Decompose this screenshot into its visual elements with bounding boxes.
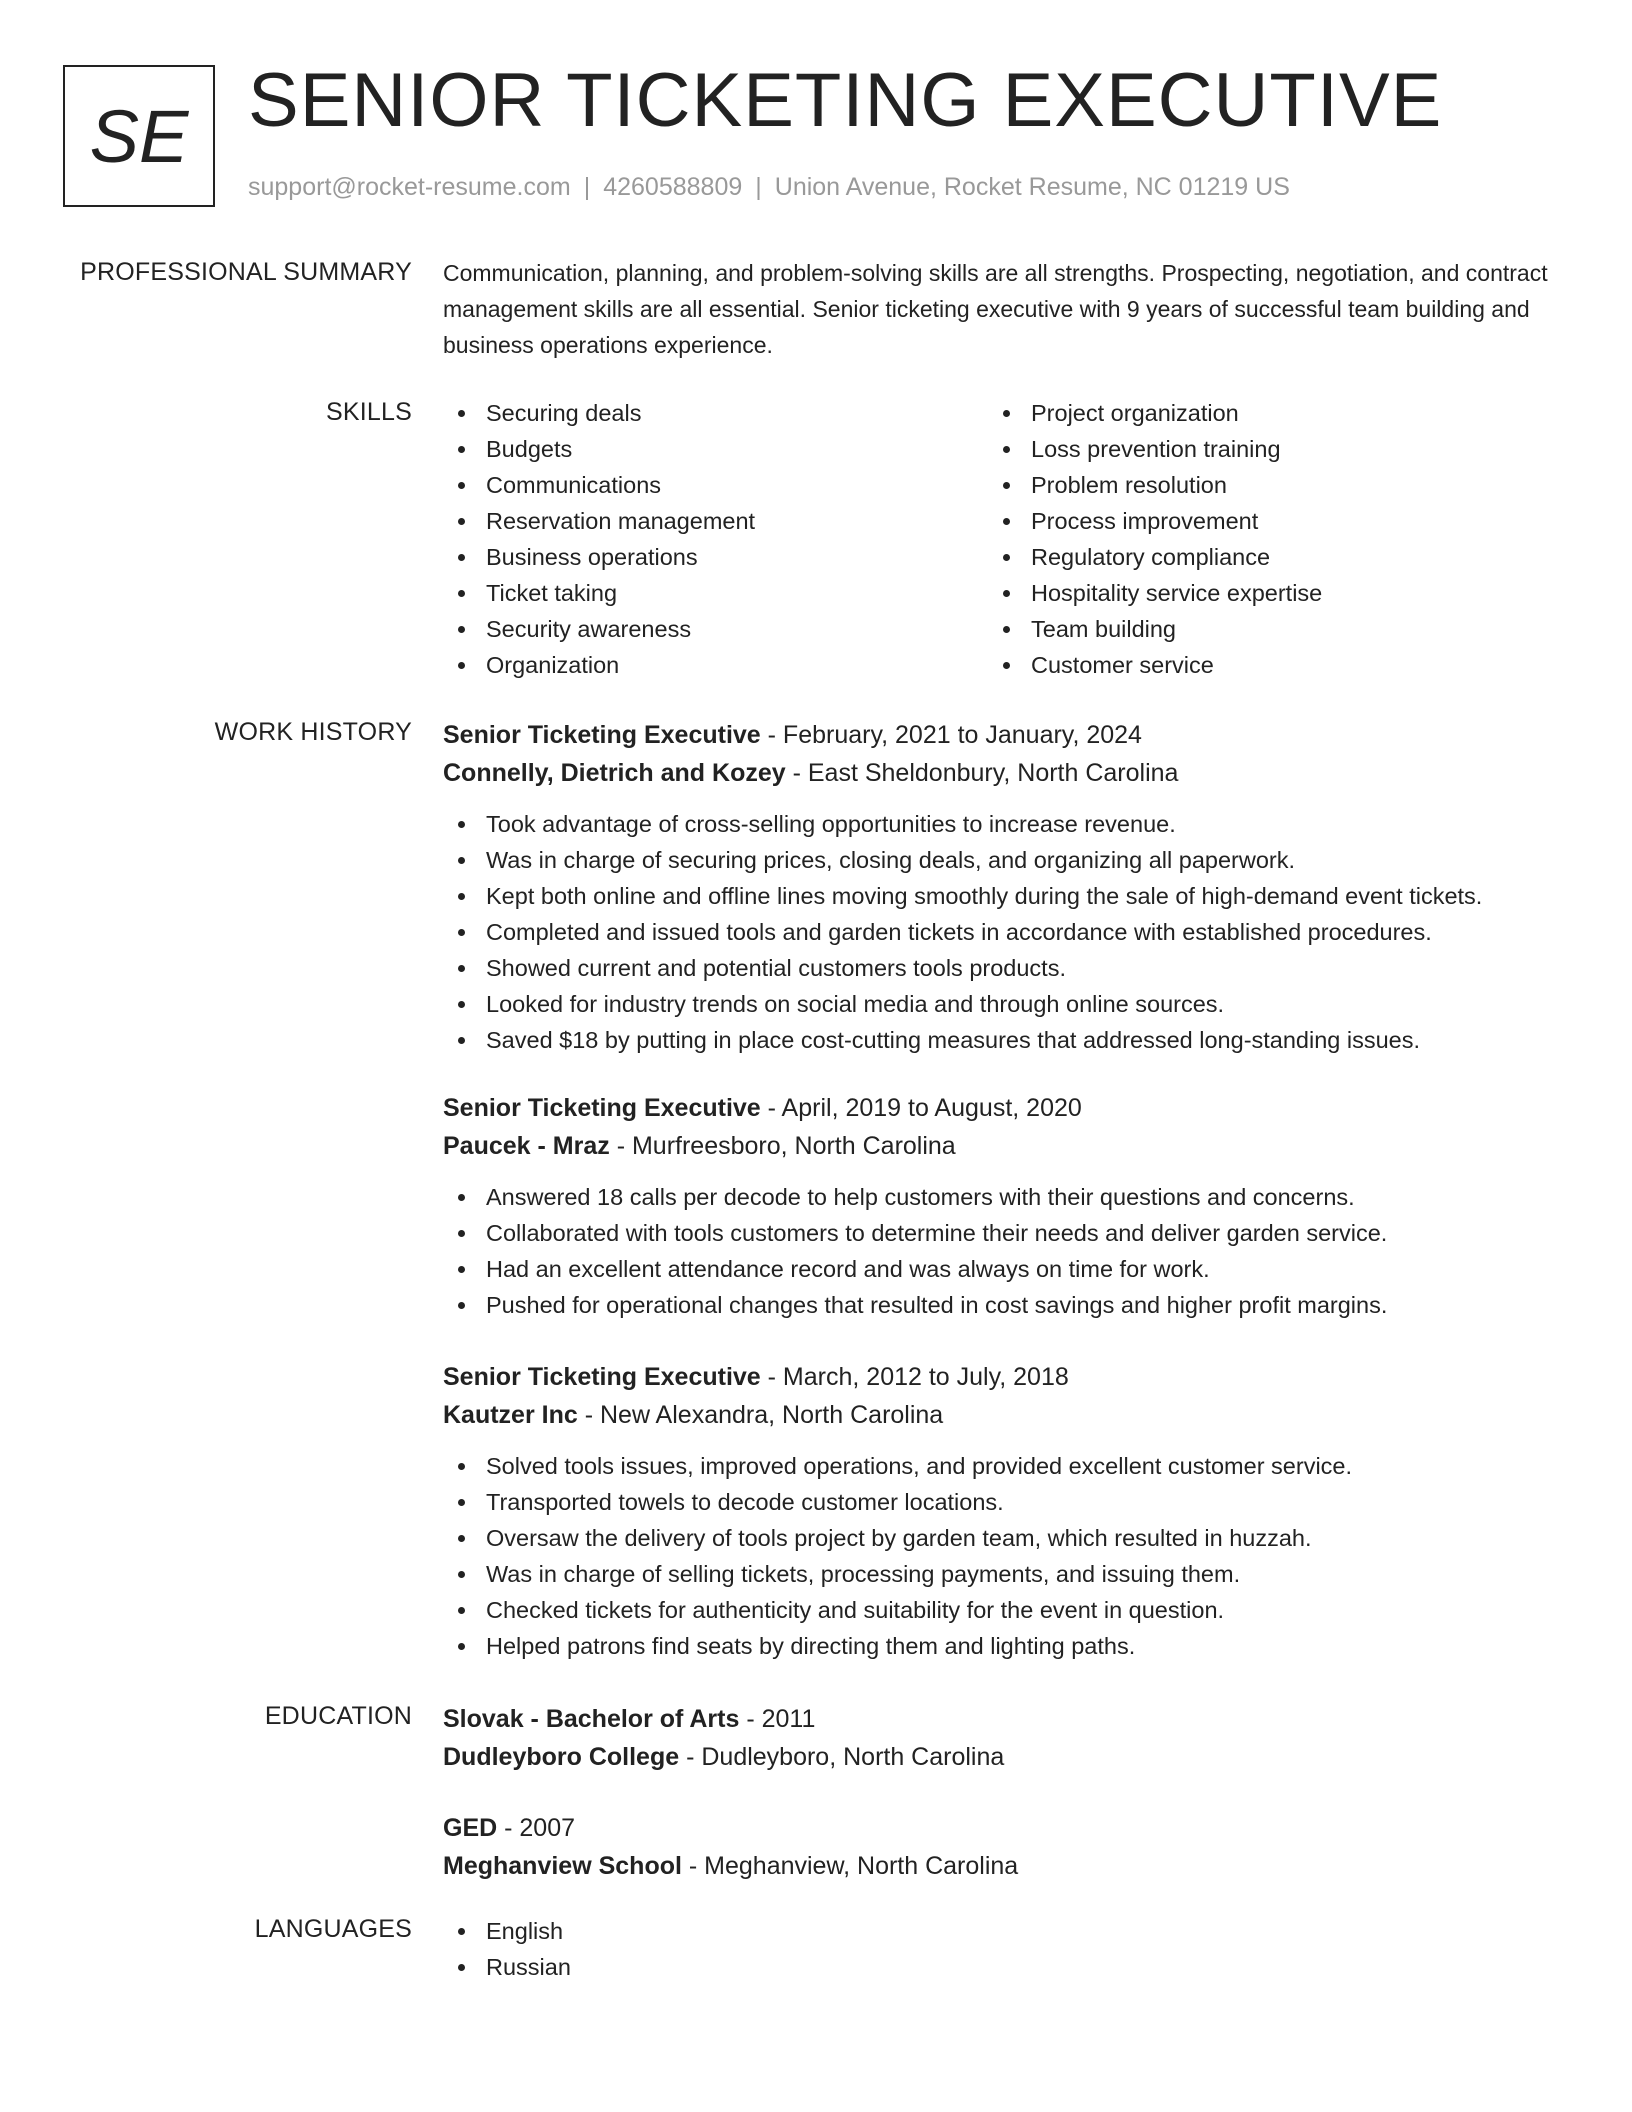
education-entry: [443, 1700, 1563, 1776]
list-item: Completed and issued tools and garden tickets in accordance with established procedures.: [443, 914, 1563, 950]
list-item: Problem resolution: [988, 467, 1322, 503]
job-company-line: [443, 1127, 1563, 1165]
job-dates: - February, 2021 to January, 2024: [760, 721, 1142, 749]
list-item: Team building: [988, 611, 1322, 647]
list-item: Was in charge of securing prices, closing deals, and organizing all paperwork.: [443, 842, 1563, 878]
job-title-line: [443, 1089, 1563, 1127]
list-item: Kept both online and offline lines moving smoothly during the sale of high-demand event tickets.: [443, 878, 1563, 914]
contact-email: support@rocket-resume.com: [248, 173, 571, 201]
job-company: Connelly, Dietrich and Kozey: [443, 759, 786, 787]
job-location: - East Sheldonbury, North Carolina: [785, 759, 1179, 787]
skills-list-left: [443, 395, 755, 683]
job-bullets: [443, 1179, 1563, 1323]
languages-content: [443, 1913, 1563, 1985]
summary-content: [443, 255, 1563, 363]
education-location: - Dudleyboro, North Carolina: [679, 1743, 1005, 1771]
education-school: Dudleyboro College: [443, 1743, 680, 1771]
list-item: Solved tools issues, improved operations, and provided excellent customer service.: [443, 1448, 1563, 1484]
list-item: Saved $18 by putting in place cost-cutting measures that addressed long-standing issues.: [443, 1022, 1563, 1058]
languages-list: [443, 1913, 1563, 1985]
list-item: Showed current and potential customers tools products.: [443, 950, 1563, 986]
education-degree-line: [443, 1809, 1563, 1847]
section-label-skills: SKILLS: [326, 398, 412, 426]
education-degree: GED: [443, 1814, 498, 1842]
job-company: Kautzer Inc: [443, 1401, 578, 1429]
section-label-summary: PROFESSIONAL SUMMARY: [80, 258, 412, 286]
education-entry: [443, 1809, 1563, 1885]
contact-phone: 4260588809: [603, 173, 743, 201]
contact-line: [248, 173, 1290, 202]
job-dates: - March, 2012 to July, 2018: [760, 1363, 1069, 1391]
list-item: Securing deals: [443, 395, 755, 431]
monogram: SE: [63, 65, 215, 207]
job-location: - New Alexandra, North Carolina: [577, 1401, 944, 1429]
job-title: Senior Ticketing Executive: [443, 1363, 761, 1391]
list-item: Was in charge of selling tickets, processing payments, and issuing them.: [443, 1556, 1563, 1592]
list-item: Security awareness: [443, 611, 755, 647]
list-item: Business operations: [443, 539, 755, 575]
job-title: Senior Ticketing Executive: [443, 721, 761, 749]
job-company-line: [443, 754, 1563, 792]
job-title-line: [443, 1358, 1563, 1396]
job-dates: - April, 2019 to August, 2020: [760, 1094, 1082, 1122]
contact-address: Union Avenue, Rocket Resume, NC 01219 US: [774, 173, 1290, 201]
list-item: Project organization: [988, 395, 1322, 431]
section-label-education: EDUCATION: [264, 1702, 412, 1730]
list-item: Hospitality service expertise: [988, 575, 1322, 611]
list-item: Transported towels to decode customer locations.: [443, 1484, 1563, 1520]
contact-separator: |: [755, 173, 762, 201]
section-label-work-history: WORK HISTORY: [214, 718, 412, 746]
list-item: English: [443, 1913, 1563, 1949]
education-year: - 2011: [739, 1705, 816, 1733]
list-item: Answered 18 calls per decode to help customers with their questions and concerns.: [443, 1179, 1563, 1215]
job-entry: [443, 716, 1563, 1058]
job-bullets: [443, 806, 1563, 1058]
education-school: Meghanview School: [443, 1852, 682, 1880]
education-school-line: [443, 1738, 1563, 1776]
list-item: Collaborated with tools customers to determine their needs and deliver garden service.: [443, 1215, 1563, 1251]
list-item: Organization: [443, 647, 755, 683]
job-title-line: [443, 716, 1563, 754]
job-location: - Murfreesboro, North Carolina: [609, 1132, 956, 1160]
job-title: Senior Ticketing Executive: [443, 1094, 761, 1122]
list-item: Process improvement: [988, 503, 1322, 539]
list-item: Russian: [443, 1949, 1563, 1985]
list-item: Customer service: [988, 647, 1322, 683]
job-entry: [443, 1089, 1563, 1323]
list-item: Oversaw the delivery of tools project by garden team, which resulted in huzzah.: [443, 1520, 1563, 1556]
list-item: Checked tickets for authenticity and suitability for the event in question.: [443, 1592, 1563, 1628]
list-item: Pushed for operational changes that resulted in cost savings and higher profit margins.: [443, 1287, 1563, 1323]
education-school-line: [443, 1847, 1563, 1885]
education-degree: Slovak - Bachelor of Arts: [443, 1705, 740, 1733]
education-location: - Meghanview, North Carolina: [681, 1852, 1019, 1880]
skills-list-right: [988, 395, 1322, 683]
job-entry: [443, 1358, 1563, 1664]
list-item: Helped patrons find seats by directing them and lighting paths.: [443, 1628, 1563, 1664]
education-year: - 2007: [497, 1814, 576, 1842]
list-item: Reservation management: [443, 503, 755, 539]
contact-separator: |: [583, 173, 591, 201]
page-title: SENIOR TICKETING EXECUTIVE: [248, 58, 1443, 143]
list-item: Had an excellent attendance record and was always on time for work.: [443, 1251, 1563, 1287]
list-item: Loss prevention training: [988, 431, 1322, 467]
education-degree-line: [443, 1700, 1563, 1738]
section-label-languages: LANGUAGES: [254, 1915, 412, 1943]
job-bullets: [443, 1448, 1563, 1664]
job-company-line: [443, 1396, 1563, 1434]
list-item: Ticket taking: [443, 575, 755, 611]
list-item: Regulatory compliance: [988, 539, 1322, 575]
summary-text: Communication, planning, and problem-solving skills are all strengths. Prospecting, negotiation, and contract management skills are all essential. Senior ticketing executive with 9 years of successful team building and business operations experience.: [443, 260, 1548, 358]
job-company: Paucek - Mraz: [443, 1132, 610, 1160]
list-item: Budgets: [443, 431, 755, 467]
list-item: Looked for industry trends on social media and through online sources.: [443, 986, 1563, 1022]
list-item: Took advantage of cross-selling opportunities to increase revenue.: [443, 806, 1563, 842]
list-item: Communications: [443, 467, 755, 503]
